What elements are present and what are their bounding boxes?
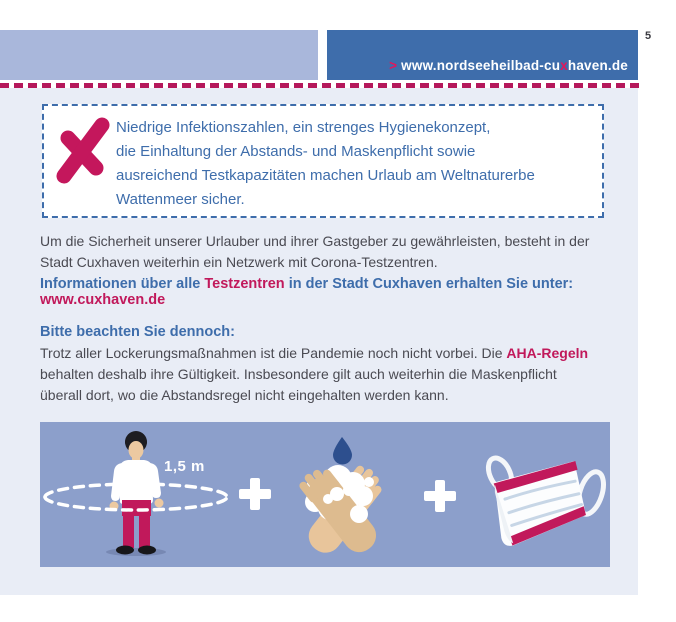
- highlight-aha-regeln: AHA-Regeln: [506, 345, 589, 361]
- highlight-testzentren: Testzentren: [204, 276, 285, 292]
- cuxhaven-link[interactable]: www.cuxhaven.de: [40, 292, 166, 308]
- arrow-icon: >: [389, 58, 398, 73]
- header-band-light: [0, 30, 318, 80]
- notice-line: die Einhaltung der Abstands- und Maskenpflicht sowie: [116, 143, 476, 160]
- paragraph-testcenter-network: Um die Sicherheit unserer Urlauber und ihrer Gastgeber zu gewährleisten, besteht in der Stadt Cuxhaven weiterhin ein Netzwerk mit Corona-Testzentren.: [40, 233, 590, 270]
- header-band-dark: [327, 30, 638, 80]
- notice-text: [116, 116, 535, 212]
- aha-rules-illustration: [40, 422, 610, 567]
- header-url[interactable]: > www.nordseeheilbad-cuxhaven.de: [389, 58, 628, 73]
- distance-label: 1,5 m: [164, 458, 205, 475]
- paragraph-aha-rules: Trotz aller Lockerungsmaßnahmen ist die Pandemie noch nicht vorbei. Die AHA-Regeln behalten deshalb ihre Gültigkeit. Insbesondere gilt auch weiterhin die Maskenpflicht überall dort, wo die Abstandsregel nicht eingehalten werden kann.: [40, 345, 589, 403]
- plus-icon: [424, 480, 456, 512]
- washing-hands-icon: [285, 432, 400, 562]
- person-distance-icon: [40, 430, 250, 565]
- face-mask-icon: [478, 446, 606, 556]
- notice-heading: Bitte beachten Sie dennoch:: [40, 324, 235, 340]
- x-mark-icon: [56, 116, 110, 186]
- paragraph-info-testzentren: Informationen über alle Testzentren in der Stadt Cuxhaven erhalten Sie unter: www.cuxhaven.de: [40, 276, 574, 308]
- notice-line: ausreichend Testkapazitäten machen Urlaub am Weltnaturerbe: [116, 167, 535, 184]
- notice-line: Wattenmeer sicher.: [116, 191, 245, 208]
- plus-icon: [239, 478, 271, 510]
- page-number: 5: [645, 30, 652, 42]
- notice-box: [42, 104, 604, 218]
- notice-line: Niedrige Infektionszahlen, ein strenges Hygienekonzept,: [116, 119, 491, 136]
